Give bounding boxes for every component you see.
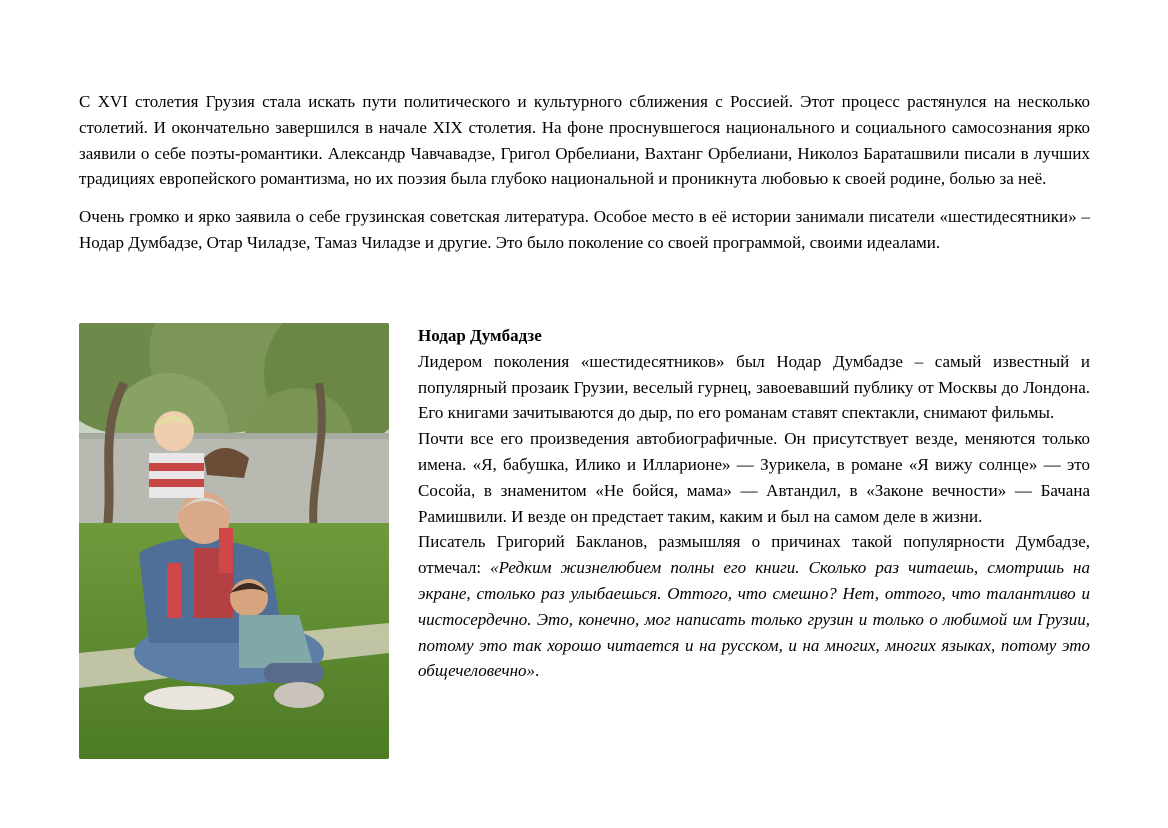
bio-paragraph-3-end: . [535, 661, 540, 681]
bio-paragraph-3-lead: Писатель Григорий Бакланов, размышляя о причинах такой популярности Думбадзе, отмечал: [418, 532, 1090, 578]
intro-paragraph-1: С XVI столетия Грузия стала искать пути политического и культурного сближения с Россией. Этот процесс растянулся на несколько столетий. И окончательно завершился в начале XIX столетия. На фоне проснувшегося национального и социального самосознания ярко заявили о себе поэты-романтики. Александр Чавчавадзе, Григол Орбелиани, Вахтанг Орбелиани, Николоз Бараташвили писали в лучших традициях европейского романтизма, но их поэзия была глубоко национальной и проникнута любовью к своей родине, болью за неё. [79, 92, 1090, 189]
bio-paragraph-3 [418, 529, 1090, 684]
bio-section [79, 323, 1090, 759]
dumbadze-photo [79, 323, 389, 759]
intro-section [79, 89, 1090, 256]
bio-heading: Нодар Думбадзе [418, 326, 542, 345]
bio-paragraph-1: Лидером поколения «шестидесятников» был Нодар Думбадзе – самый известный и популярный прозаик Грузии, веселый гурнец, завоевавший публику от Москвы до Лондона. Его книгами зачитываются до дыр, по его романам ставят спектакли, снимают фильмы. [418, 351, 1090, 423]
bio-text [418, 323, 1090, 684]
intro-paragraph-2: Очень громко и ярко заявила о себе грузинская советская литература. Особое место в её истории занимали писатели «шестидесятники» – Нодар Думбадзе, Отар Чиладзе, Тамаз Чиладзе и другие. Это было поколение со своей программой, своими идеалами. [79, 207, 1090, 252]
bio-paragraph-2: Почти все его произведения автобиографичные. Он присутствует везде, меняются только имена. «Я, бабушка, Илико и Илларионе» — Зурикела, в романе «Я вижу солнце» — это Сосойа, в знаменитом «Не бойся, мама» — Автандил, в «Законе вечности» — Бачана Рамишвили. И везде он предстает таким, каким и был на самом деле в жизни. [418, 429, 1090, 526]
baklanov-quote: «Редким жизнелюбием полны его книги. Сколько раз читаешь, смотришь на экране, столько раз улыбаешься. Оттого, что смешно? Нет, оттого, что талантливо и чистосердечно. Это, конечно, мог написать только грузин и только о любимой им Грузии, потому это так хорошо читается и на русском, и на многих, многих языках, потому это общечеловечно» [418, 558, 1090, 681]
